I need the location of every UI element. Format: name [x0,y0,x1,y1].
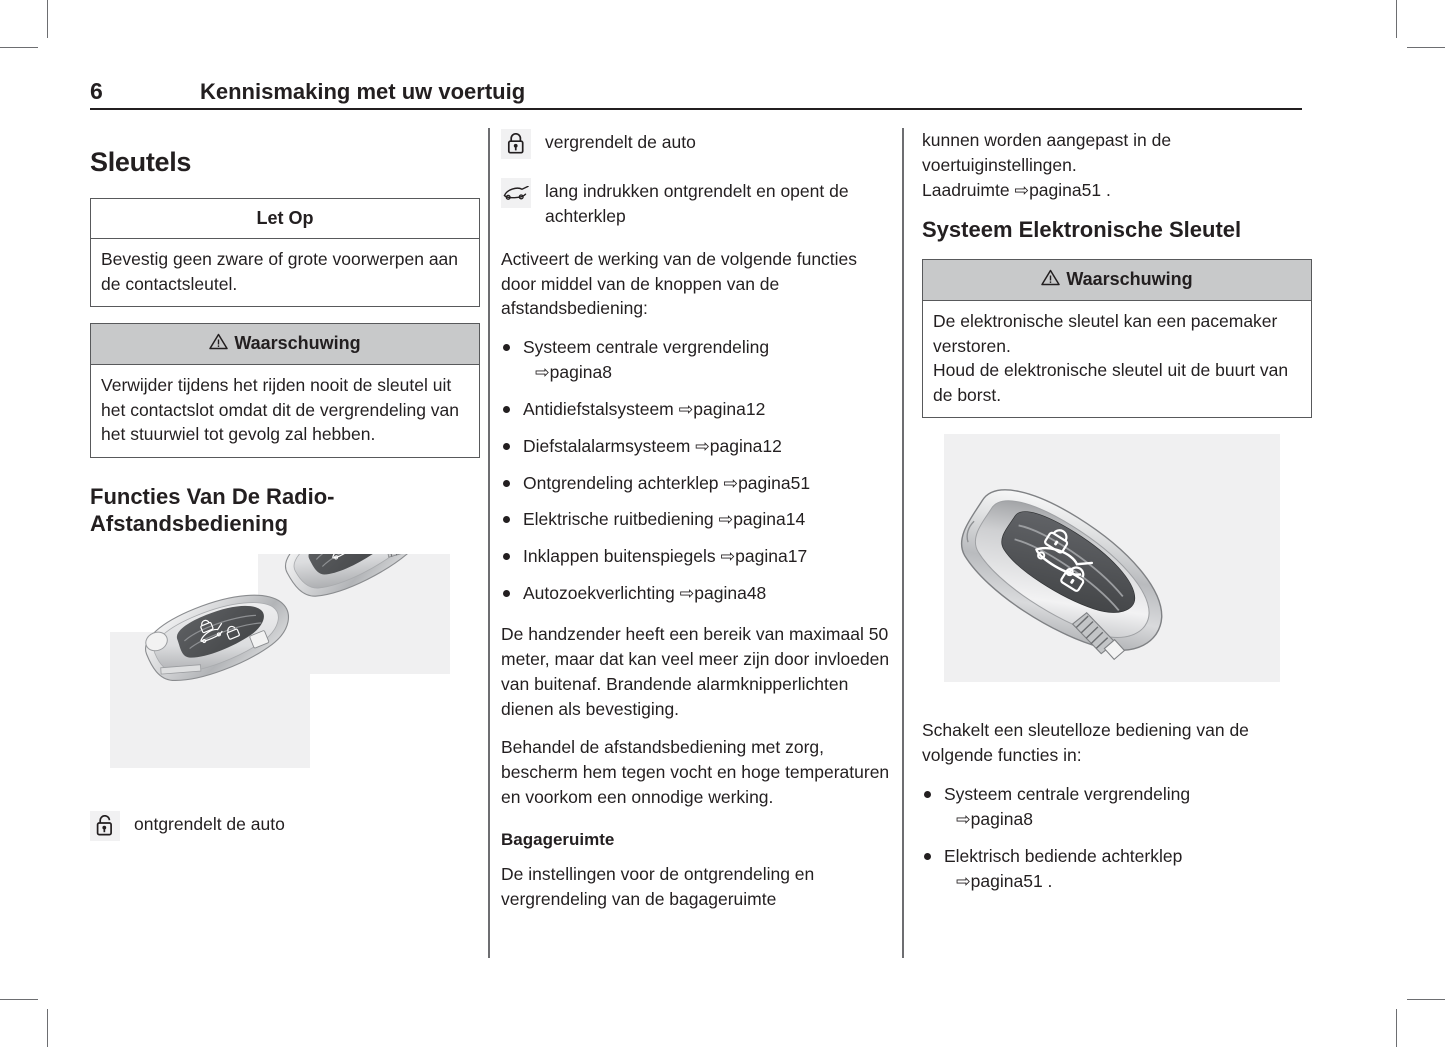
legend-row-unlock [90,810,480,841]
function-bullet-list [501,335,891,606]
minor-title-bagageruimte: Bagageruimte [501,829,615,849]
paragraph-luggage: De instellingen voor de ontgrendeling en vergrendeling van de bagageruimte [501,863,815,909]
section-title-sleutels: Sleutels [90,147,192,177]
crop-mark-top-left-horizontal [0,47,38,48]
two-keys-illustration [110,554,450,776]
function-bullet-xref[interactable]: ⇨pagina12 [673,398,766,419]
function-bullet-label: Elektrische ruitbediening [523,509,714,530]
column-divider-right [902,128,904,958]
legend-label-lock: vergrendelt de auto [545,132,696,152]
column-divider-left [488,128,490,958]
paragraph-care: Behandel de afstandsbediening met zorg, bescherm hem tegen vocht en hoge temperaturen en voorkom een onnodige werking. [501,737,890,808]
legend-row-tailgate [501,177,891,229]
function-bullet-item [501,397,891,422]
keyless-bullet-item [922,844,1312,894]
function-bullet-item [501,507,891,532]
keyless-bullet-xref[interactable]: ⇨pagina51 . [956,870,1053,891]
keyless-bullet-item [922,782,1312,832]
function-bullet-item [501,471,891,496]
keyless-function-bullet-list [922,782,1312,893]
warning-right-line-1: De elektronische sleutel kan een pacemaker verstoren. [933,311,1278,356]
note-box-body: Bevestig geen zware of grote voorwerpen aan de contactsleutel. [101,249,459,294]
function-bullet-xref[interactable]: ⇨pagina17 [715,546,808,567]
chapter-title: Kennismaking met uw voertuig [200,79,526,104]
function-bullet-xref[interactable]: ⇨pagina48 [674,583,767,604]
function-bullet-label: Diefstalalarmsysteem [523,435,691,456]
function-bullet-item [501,581,891,606]
section-title-elektronische-sleutel: Systeem Elektronische Sleutel [922,216,1242,242]
left-column [90,128,480,859]
paragraph-laadruimte: Laadruimte ⇨pagina51 . [922,179,1111,200]
function-bullet-label: Antidiefstalsysteem [523,398,674,419]
keyless-bullet-label: Elektrisch bediende achterklep [944,845,1183,866]
middle-column [501,128,891,912]
paragraph-keyless-intro: Schakelt een sleutelloze bediening van de volgende functies in: [922,720,1249,766]
warning-box-right-heading-row [923,260,1311,301]
paragraph-range: De handzender heeft een bereik van maximaal 50 meter, maar dat kan veel meer zijn door invloeden van buitenaf. Brandende alarmknipperlichten dienen als bevestiging. [501,623,890,719]
function-bullet-item [501,335,891,385]
crop-mark-bottom-right-vertical [1396,1009,1397,1047]
warning-box-right-body [923,301,1311,417]
function-bullet-label: Autozoekverlichting [523,583,675,604]
function-bullet-item [501,434,891,459]
figure-smart-key [944,434,1280,692]
function-bullet-xref[interactable]: ⇨pagina51 [718,472,811,493]
function-bullet-xref[interactable]: ⇨pagina8 [535,362,612,383]
note-box-heading: Let Op [91,199,479,239]
padlock-closed-icon [501,129,531,159]
right-column [922,128,1312,907]
legend-label-tailgate: lang indrukken ontgrendelt en opent de achterklep [545,181,849,226]
crop-mark-top-right-horizontal [1407,47,1445,48]
function-bullet-xref[interactable]: ⇨pagina12 [690,435,782,456]
warning-box-left [90,323,480,458]
warning-box-heading: Waarschuwing [234,333,361,354]
crop-mark-top-left-vertical [47,0,48,38]
car-tailgate-icon [501,178,531,208]
legend-label-unlock: ontgrendelt de auto [134,813,285,834]
page-header [90,78,1302,110]
warning-box-right-heading: Waarschuwing [1066,269,1193,290]
crop-mark-bottom-right-horizontal [1407,999,1445,1000]
note-box-let-op [90,198,480,307]
warning-triangle-icon [209,333,228,355]
smart-key-illustration [944,434,1280,692]
warning-triangle-icon [1041,269,1060,291]
page-number: 6 [90,78,103,104]
crop-mark-top-right-vertical [1396,0,1397,38]
legend-row-lock [501,128,891,159]
crop-mark-bottom-left-horizontal [0,999,38,1000]
keyless-bullet-label: Systeem centrale vergrendeling [944,784,1191,805]
paragraph-continued: kunnen worden aangepast in de voertuiginstellingen. [922,130,1172,175]
padlock-open-icon [90,811,120,841]
warning-box-heading-row [91,324,479,365]
function-bullet-xref[interactable]: ⇨pagina14 [713,509,806,530]
figure-two-keys [110,554,450,776]
keyless-bullet-xref[interactable]: ⇨pagina8 [956,808,1033,829]
paragraph-functions-intro: Activeert de werking van de volgende functies door middel van de knoppen van de afstandsbediening: [501,248,858,319]
function-bullet-item [501,544,891,569]
function-bullet-label: Inklappen buitenspiegels [523,546,716,567]
warning-box-body: Verwijder tijdens het rijden nooit de sleutel uit het contactslot omdat dit de vergrendeling van het stuurwiel tot gevolg zal hebben. [101,375,459,445]
function-bullet-label: Systeem centrale vergrendeling [523,337,770,358]
subsection-title-radio-afstandsbediening: Functies Van De Radio-Afstandsbediening [90,483,335,536]
warning-right-line-2: Houd de elektronische sleutel uit de buurt van de borst. [933,360,1289,405]
warning-box-right [922,259,1312,418]
function-bullet-label: Ontgrendeling achterklep [523,472,719,493]
crop-mark-bottom-left-vertical [47,1009,48,1047]
